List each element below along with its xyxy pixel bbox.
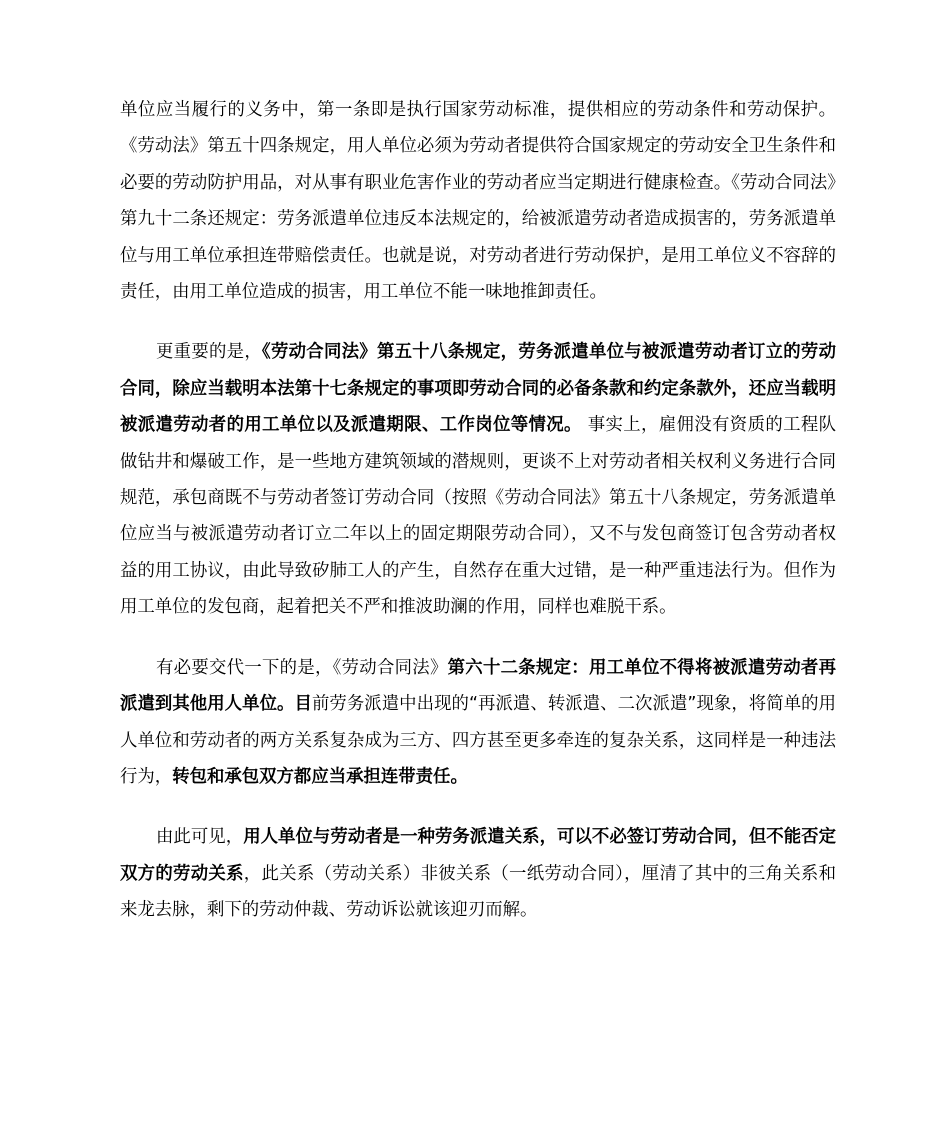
paragraph-4-run-3: ，此关系（劳动关系）非彼关系（一纸劳动合同），厘清了其中的三角关系和来龙去脉，剩下的劳动仲裁、劳动诉讼就该迎刃而解。 (120, 863, 836, 921)
paragraph-4-run-1: 由此可见， (156, 827, 244, 848)
paragraph-2 (120, 334, 836, 625)
paragraph-2-run-3: 事实上，雇佣没有资质的工程队做钻井和爆破工作，是一些地方建筑领域的潜规则，更谈不上对劳动者相关权利义务进行合同规范，承包商既不与劳动者签订劳动合同（按照《劳动合同法》第五十八条规定，劳务派遣单位应当与被派遣劳动者订立二年以上的固定期限劳动合同），又不与发包商签订包含劳动者权益的用工协议，由此导致矽肺工人的产生，自然存在重大过错，是一种严重违法行为。但作为用工单位的发包商，起着把关不严和推波助澜的作用，同样也难脱干系。 (120, 415, 837, 618)
paragraph-1 (120, 92, 836, 310)
paragraph-3-run-3: 前劳务派遣中出现的“再派遣、转派遣、二次派遣”现象，将简单的用人单位和劳动者的两方关系复杂成为三方、四方甚至更多牵连的复杂关系，这同样是一种违法行为， (120, 694, 836, 787)
paragraph-3-run-1: 有必要交代一下的是，《劳动合同法》 (156, 657, 448, 678)
paragraph-3-bold-run-2: 转包和承包双方都应当承担连带责任。 (172, 766, 468, 787)
paragraph-3-bold-run-1: 第六十二条规定：用工单位不得将被派遣劳动者再派遣到其他用人单位。目 (120, 657, 836, 715)
paragraph-1-text: 单位应当履行的义务中，第一条即是执行国家劳动标准，提供相应的劳动条件和劳动保护。《劳动法》第五十四条规定，用人单位必须为劳动者提供符合国家规定的劳动安全卫生条件和必要的劳动防护用品，对从事有职业危害作业的劳动者应当定期进行健康检查。《劳动合同法》第九十二条还规定：劳务派遣单位违反本法规定的，给被派遣劳动者造成损害的，劳务派遣单位与用工单位承担连带赔偿责任。也就是说，对劳动者进行劳动保护，是用工单位义不容辞的责任，由用工单位造成的损害，用工单位不能一味地推卸责任。 (120, 100, 836, 303)
paragraph-4-bold-run: 用人单位与劳动者是一种劳务派遣关系，可以不必签订劳动合同，但不能否定双方的劳动关系 (120, 827, 836, 884)
paragraph-4 (120, 819, 836, 928)
paragraph-2-run-1: 更重要的是， (156, 342, 262, 363)
document-page (120, 92, 836, 953)
paragraph-3 (120, 650, 836, 796)
paragraph-2-bold-run: 《劳动合同法》第五十八条规定，劳务派遣单位与被派遣劳动者订立的劳动合同，除应当载明本法第十七条规定的事项即劳动合同的必备条款和约定条款外，还应当载明被派遣劳动者的用工单位以及派遣期限、工作岗位等情况。 (120, 342, 836, 436)
